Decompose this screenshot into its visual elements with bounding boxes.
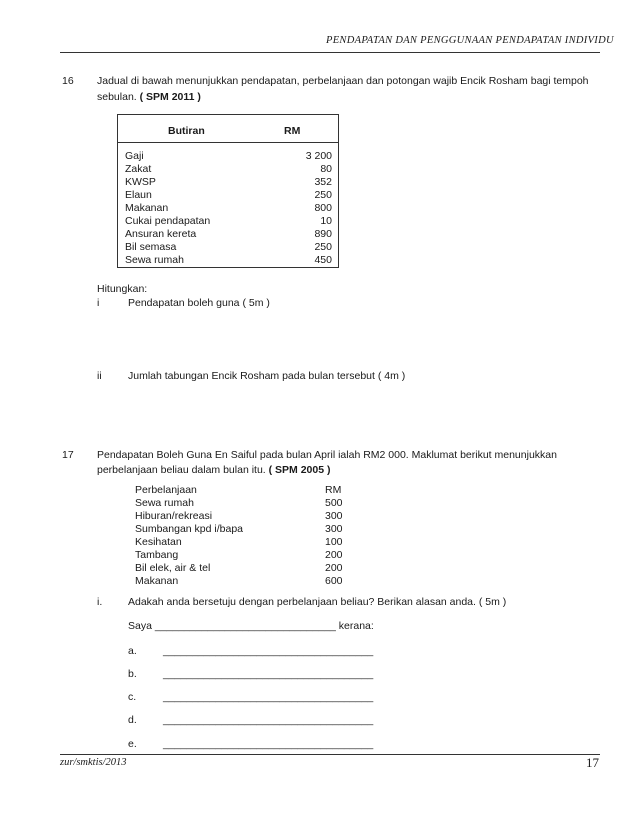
q16-part-ii-number: ii [97, 370, 102, 382]
header-divider [60, 52, 600, 53]
list-item [135, 497, 375, 510]
q16-source-tag: ( SPM 2011 ) [139, 91, 201, 103]
table-row [125, 215, 332, 228]
q16-text-line1: Jadual di bawah menunjukkan pendapatan, perbelanjaan dan potongan wajib Encik Rosham bagi tempoh [97, 75, 589, 87]
q16-table-header-butiran: Butiran [168, 125, 205, 137]
list-header [135, 484, 375, 497]
answer-blank-b[interactable]: ____________________________________ [163, 668, 374, 680]
item-value: 200 [325, 562, 343, 574]
q17-number: 17 [62, 449, 74, 461]
row-value: 450 [314, 254, 332, 266]
answer-letter-e: e. [128, 738, 137, 750]
item-label: Sumbangan kpd i/bapa [135, 523, 243, 535]
q17-text-line2 [97, 464, 330, 476]
footer-divider [60, 754, 600, 755]
row-value: 800 [314, 202, 332, 214]
q16-text-line2-plain: sebulan. [97, 91, 140, 103]
q17-text-line1: Pendapatan Boleh Guna En Saiful pada bulan April ialah RM2 000. Maklumat berikut menunjukkan [97, 449, 557, 461]
page-header-title: PENDAPATAN DAN PENGGUNAAN PENDAPATAN INDIVIDU [326, 35, 614, 46]
row-label: Elaun [125, 189, 152, 201]
item-value: 300 [325, 510, 343, 522]
table-row [125, 163, 332, 176]
q16-calc-label: Hitungkan: [97, 283, 148, 295]
answer-blank-a[interactable]: ____________________________________ [163, 645, 374, 657]
q17-part-i-text: Adakah anda bersetuju dengan perbelanjaan beliau? Berikan alasan anda. ( 5m ) [128, 596, 507, 608]
q16-part-i-text: Pendapatan boleh guna ( 5m ) [128, 297, 270, 309]
row-label: Makanan [125, 202, 169, 214]
item-value: 100 [325, 536, 343, 548]
row-label: Ansuran kereta [125, 228, 197, 240]
item-label: Sewa rumah [135, 497, 194, 509]
row-value: 3 200 [305, 150, 332, 162]
row-label: Gaji [125, 150, 144, 162]
answer-letter-c: c. [128, 691, 137, 703]
q16-text-line2 [97, 91, 201, 103]
list-item [135, 549, 375, 562]
list-item [135, 562, 375, 575]
answer-letter-d: d. [128, 714, 137, 726]
q17-text-line2-plain: perbelanjaan beliau dalam bulan itu. [97, 464, 269, 476]
table-row [125, 176, 332, 189]
table-row [125, 228, 332, 241]
row-label: Sewa rumah [125, 254, 184, 266]
row-value: 250 [314, 241, 332, 253]
table-row [125, 254, 332, 267]
q17-part-i-number: i. [97, 596, 103, 608]
item-value: 600 [325, 575, 343, 587]
answer-blank-d[interactable]: ____________________________________ [163, 714, 374, 726]
answer-blank-c[interactable]: ____________________________________ [163, 691, 374, 703]
row-label: Zakat [125, 163, 152, 175]
list-item [135, 575, 375, 588]
answer-letter-a: a. [128, 645, 137, 657]
item-label: Hiburan/rekreasi [135, 510, 213, 522]
table-row [125, 150, 332, 163]
table-row [125, 202, 332, 215]
list-header-value: RM [325, 484, 342, 496]
page-number: 17 [586, 755, 599, 770]
footer-source: zur/smktis/2013 [60, 757, 127, 768]
item-value: 200 [325, 549, 343, 561]
row-value: 352 [314, 176, 332, 188]
q17-source-tag: ( SPM 2005 ) [268, 464, 331, 476]
answer-letter-b: b. [128, 668, 137, 680]
list-item [135, 536, 375, 549]
row-value: 250 [314, 189, 332, 201]
table-row [125, 189, 332, 202]
q17-saya-line[interactable]: Saya _______________________________ kerana: [128, 620, 374, 632]
item-label: Tambang [135, 549, 179, 561]
row-label: Bil semasa [125, 241, 177, 253]
list-item [135, 523, 375, 536]
list-item [135, 510, 375, 523]
row-label: KWSP [125, 176, 156, 188]
row-value: 80 [320, 163, 332, 175]
q16-table [117, 114, 339, 268]
row-value: 10 [320, 215, 332, 227]
item-value: 500 [325, 497, 343, 509]
q16-table-header-rm: RM [284, 125, 301, 137]
row-label: Cukai pendapatan [125, 215, 211, 227]
q16-table-header-rule [118, 142, 338, 143]
q16-part-ii-text: Jumlah tabungan Encik Rosham pada bulan tersebut ( 4m ) [128, 370, 406, 382]
list-header-label: Perbelanjaan [135, 484, 197, 496]
item-label: Makanan [135, 575, 179, 587]
answer-blank-e[interactable]: ____________________________________ [163, 738, 374, 750]
item-label: Kesihatan [135, 536, 182, 548]
row-value: 890 [314, 228, 332, 240]
q16-part-i-number: i [97, 297, 100, 309]
q17-expense-list [135, 484, 375, 587]
item-value: 300 [325, 523, 343, 535]
q16-number: 16 [62, 75, 74, 87]
table-row [125, 241, 332, 254]
item-label: Bil elek, air & tel [135, 562, 211, 574]
